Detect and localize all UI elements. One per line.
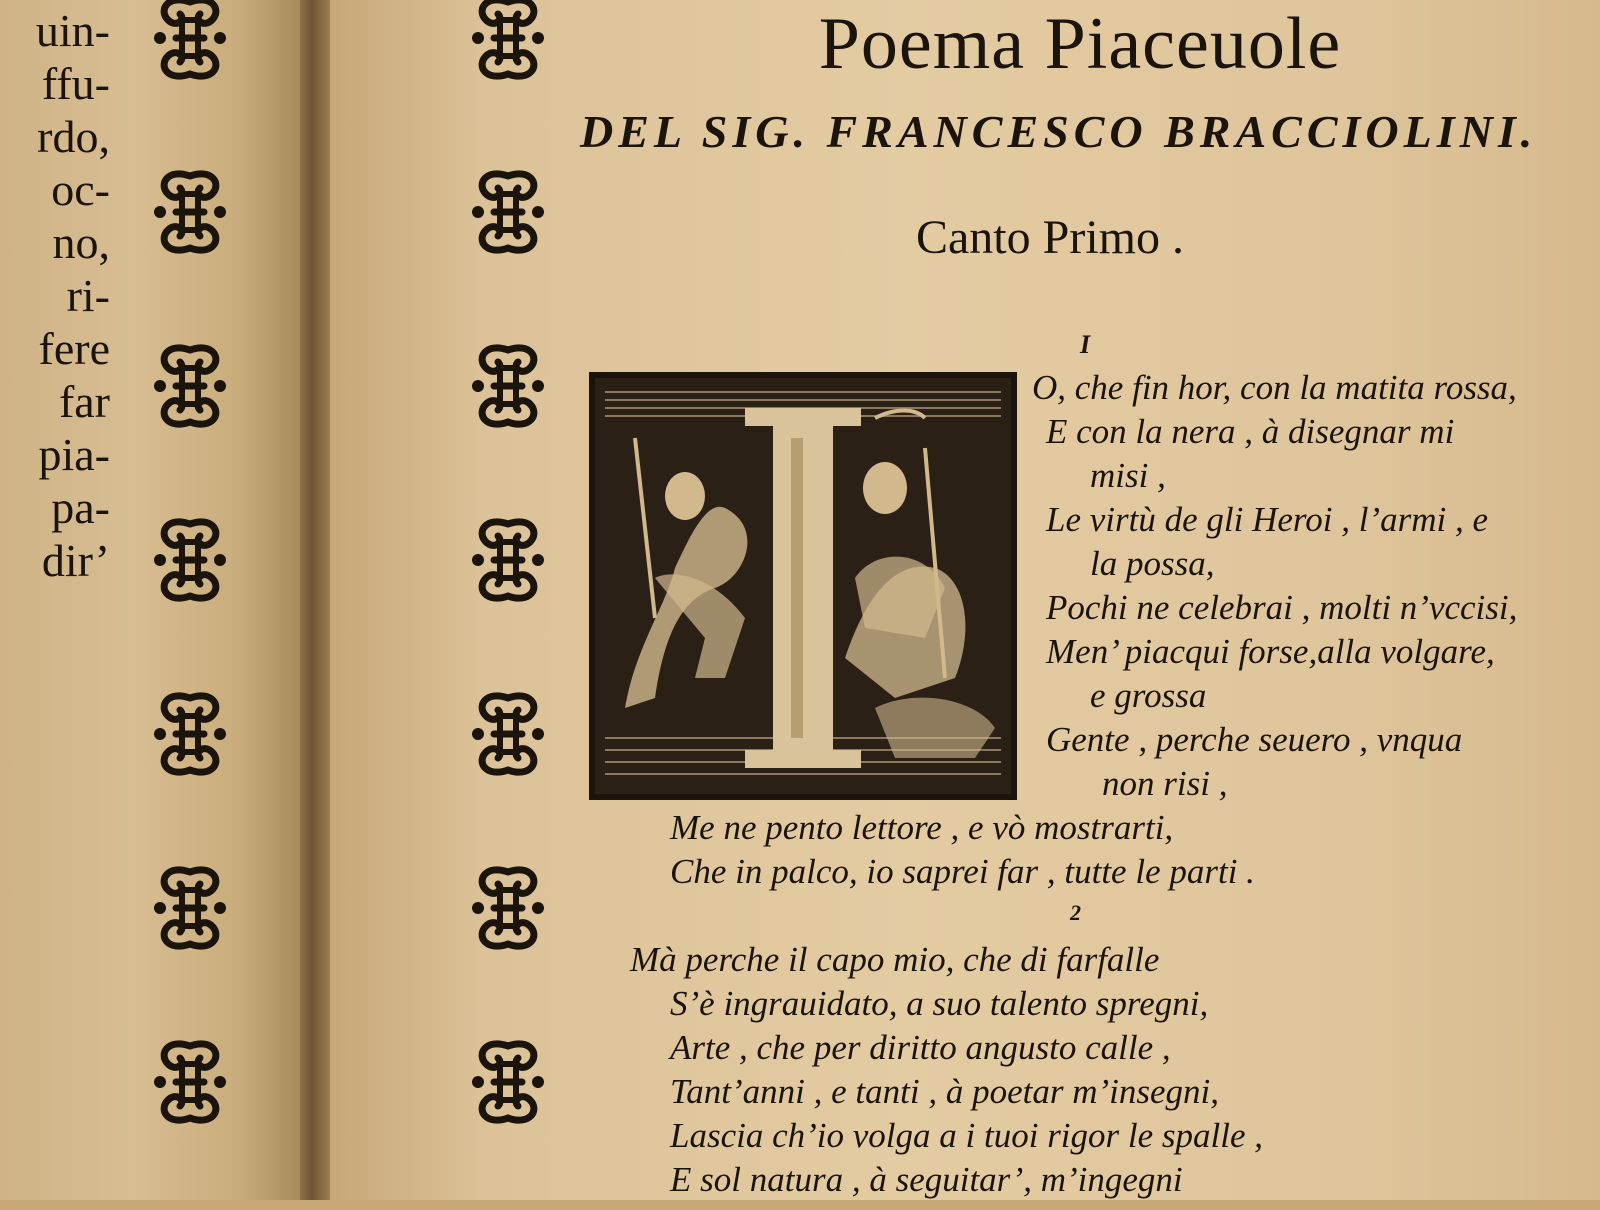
verse-line: Che in palco, io saprei far , tutte le parti .	[670, 852, 1255, 891]
verse-line: O, che fin hor, con la matita rossa,	[1032, 368, 1517, 407]
decorated-initial	[589, 372, 1017, 800]
fleuron-icon	[468, 512, 548, 608]
fleuron-icon	[150, 512, 230, 608]
canto-heading: Canto Primo .	[915, 211, 1184, 264]
left-fragment: oc-	[51, 164, 110, 215]
fleuron-icon	[150, 686, 230, 782]
left-fragment: uin-	[35, 5, 110, 56]
page-title: Poema Piaceuole	[818, 3, 1342, 85]
left-fragment: fere	[38, 323, 110, 374]
fleuron-icon	[468, 338, 548, 434]
verse-line: non risi ,	[1102, 764, 1228, 803]
left-fragment: rdo,	[37, 111, 110, 162]
verse-line: la possa,	[1090, 544, 1215, 583]
left-fragment: ffu-	[41, 58, 110, 109]
verse-line: Tant’anni , e tanti , à poetar m’insegni,	[670, 1072, 1219, 1111]
fleuron-icon	[468, 164, 548, 260]
left-fragment: pia-	[38, 429, 110, 480]
stanza-1-beside-initial	[1032, 366, 1517, 806]
left-fragment: ri-	[66, 270, 110, 321]
fleuron-icon	[150, 1034, 230, 1130]
verse-line: Men’ piacqui forse,alla volgare,	[1046, 632, 1495, 671]
verse-line: S’è ingrauidato, a suo talento spregni,	[670, 984, 1209, 1023]
woodcut-knights-icon	[595, 378, 1011, 794]
verse-line: Arte , che per diritto angusto calle ,	[670, 1028, 1171, 1067]
verse-line: Mà perche il capo mio, che di farfalle	[630, 940, 1160, 979]
stanza-number: 2	[1070, 900, 1081, 925]
fleuron-icon	[468, 686, 548, 782]
verse-line: e grossa	[1090, 676, 1207, 715]
ornamental-border-left	[150, 0, 230, 1210]
left-fragment: pa-	[51, 482, 110, 533]
verse-line: E con la nera , à disegnar mi	[1046, 412, 1455, 451]
verse-line: misi ,	[1090, 456, 1166, 495]
verse-line: E sol natura , à seguitar’, m’ingegni	[670, 1160, 1183, 1199]
fleuron-icon	[150, 164, 230, 260]
stanza-1-closing	[670, 806, 1255, 894]
verse-line: Gente , perche seuero , vnqua	[1046, 720, 1463, 759]
left-fragment: dir’	[41, 535, 110, 586]
left-page-text	[0, 0, 110, 587]
verse-line: Me ne pento lettore , e vò mostrarti,	[670, 808, 1174, 847]
fleuron-icon	[150, 860, 230, 956]
verse-line: Le virtù de gli Heroi , l’armi , e	[1046, 500, 1488, 539]
fleuron-icon	[468, 1034, 548, 1130]
book-gutter	[300, 0, 330, 1200]
fleuron-icon	[150, 338, 230, 434]
verse-line: Pochi ne celebrai , molti n’vccisi,	[1046, 588, 1518, 627]
stanza-number: I	[1080, 330, 1091, 359]
left-fragment: far	[58, 376, 110, 427]
fleuron-icon	[468, 0, 548, 86]
verse-line: Lascia ch’io volga a i tuoi rigor le spalle ,	[670, 1116, 1264, 1155]
ornamental-border-right	[468, 0, 548, 1210]
left-fragment: no,	[52, 217, 110, 268]
fleuron-icon	[150, 0, 230, 86]
fleuron-icon	[468, 860, 548, 956]
stanza-2	[630, 938, 1263, 1202]
author-line: DEL SIG. FRANCESCO BRACCIOLINI.	[580, 106, 1538, 157]
